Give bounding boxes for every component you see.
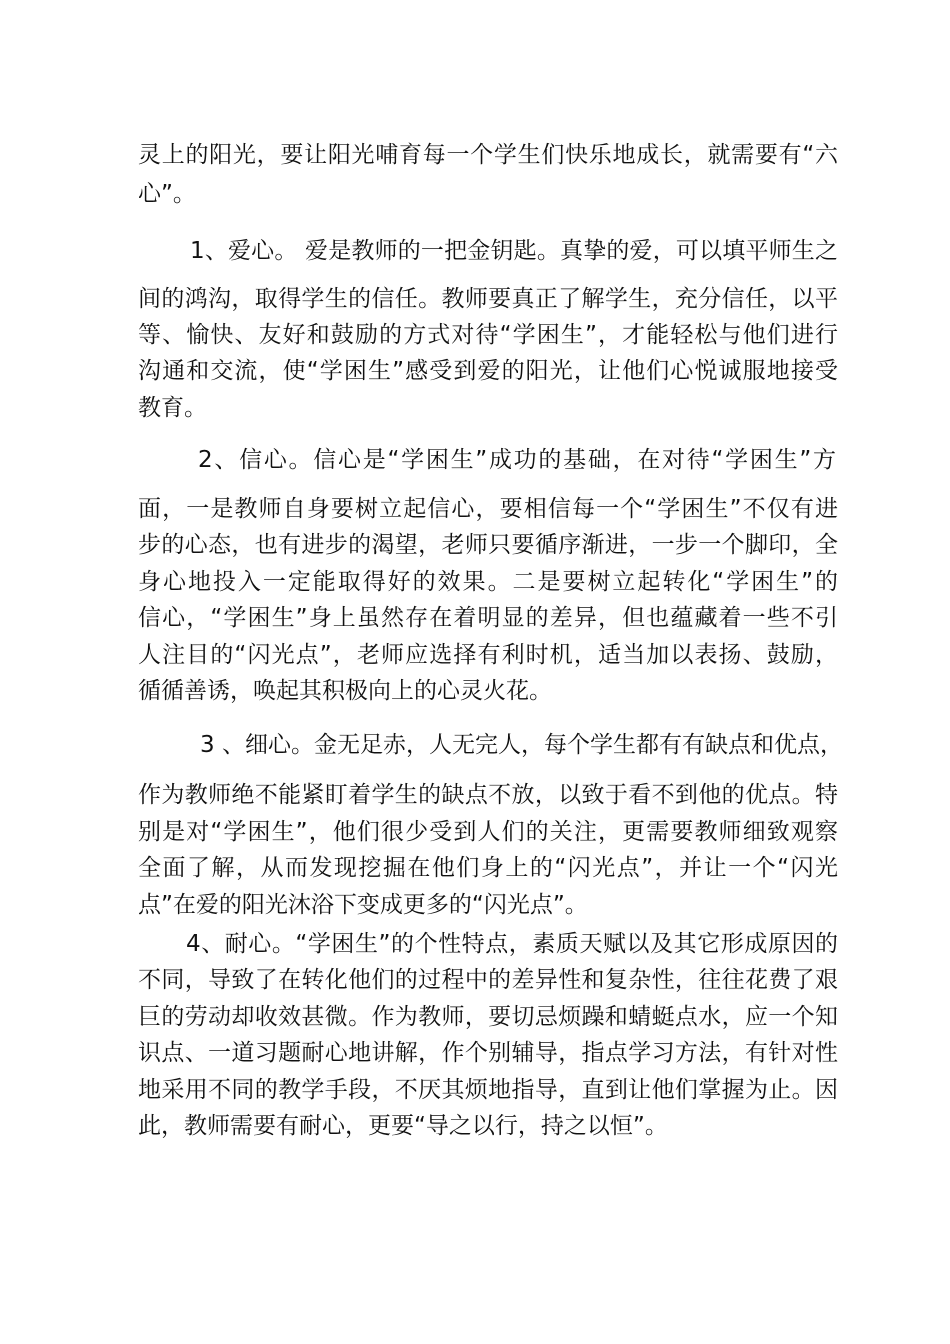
text-line: 2、信心。信心是“学困生”成功的基础，在对待“学困生”方 bbox=[198, 447, 836, 473]
text-line: 全面了解，从而发现挖掘在他们身上的“闪光点”，并让一个“闪光 bbox=[138, 855, 838, 881]
text-line: 4、耐心。“学困生”的个性特点，素质天赋以及其它形成原因的 bbox=[186, 931, 838, 957]
text-line: 别是对“学困生”，他们很少受到人们的关注，更需要教师细致观察 bbox=[138, 819, 838, 845]
text-line: 面，一是教师自身要树立起信心，要相信每一个“学困生”不仅有进 bbox=[138, 496, 838, 522]
text-line: 灵上的阳光，要让阳光哺育每一个学生们快乐地成长，就需要有“六 bbox=[138, 142, 838, 168]
text-line: 心”。 bbox=[138, 181, 196, 207]
text-line: 教育。 bbox=[138, 395, 207, 421]
text-line: 此，教师需要有耐心，更要“导之以行，持之以恒”。 bbox=[138, 1113, 668, 1139]
text-line: 1、爱心。 爱是教师的一把金钥匙。真挚的爱，可以填平师生之 bbox=[190, 238, 838, 264]
text-line: 3 、细心。金无足赤，人无完人，每个学生都有有缺点和优点， bbox=[200, 732, 843, 758]
text-line: 人注目的“闪光点”，老师应选择有利时机，适当加以表扬、鼓励， bbox=[138, 642, 838, 668]
text-line: 信心，“学困生”身上虽然存在着明显的差异，但也蕴藏着一些不引 bbox=[138, 605, 838, 631]
text-line: 间的鸿沟，取得学生的信任。教师要真正了解学生，充分信任，以平 bbox=[138, 286, 838, 312]
text-line: 等、愉快、友好和鼓励的方式对待“学困生”，才能轻松与他们进行 bbox=[138, 322, 838, 348]
text-line: 步的心态，也有进步的渴望，老师只要循序渐进，一步一个脚印，全 bbox=[138, 532, 838, 558]
text-line: 不同，导致了在转化他们的过程中的差异性和复杂性，往往花费了艰 bbox=[138, 967, 838, 993]
text-line: 巨的劳动却收效甚微。作为教师，要切忌烦躁和蜻蜓点水，应一个知 bbox=[138, 1004, 838, 1030]
text-line: 身心地投入一定能取得好的效果。二是要树立起转化“学困生”的 bbox=[138, 569, 838, 595]
text-line: 识点、一道习题耐心地讲解，作个别辅导，指点学习方法，有针对性 bbox=[138, 1040, 838, 1066]
text-line: 沟通和交流，使“学困生”感受到爱的阳光，让他们心悦诚服地接受 bbox=[138, 358, 838, 384]
text-line: 作为教师绝不能紧盯着学生的缺点不放，以致于看不到他的优点。特 bbox=[138, 782, 838, 808]
text-line: 循循善诱，唤起其积极向上的心灵火花。 bbox=[138, 678, 552, 704]
text-line: 地采用不同的教学手段，不厌其烦地指导，直到让他们掌握为止。因 bbox=[138, 1077, 838, 1103]
text-line: 点”在爱的阳光沐浴下变成更多的“闪光点”。 bbox=[138, 892, 588, 918]
